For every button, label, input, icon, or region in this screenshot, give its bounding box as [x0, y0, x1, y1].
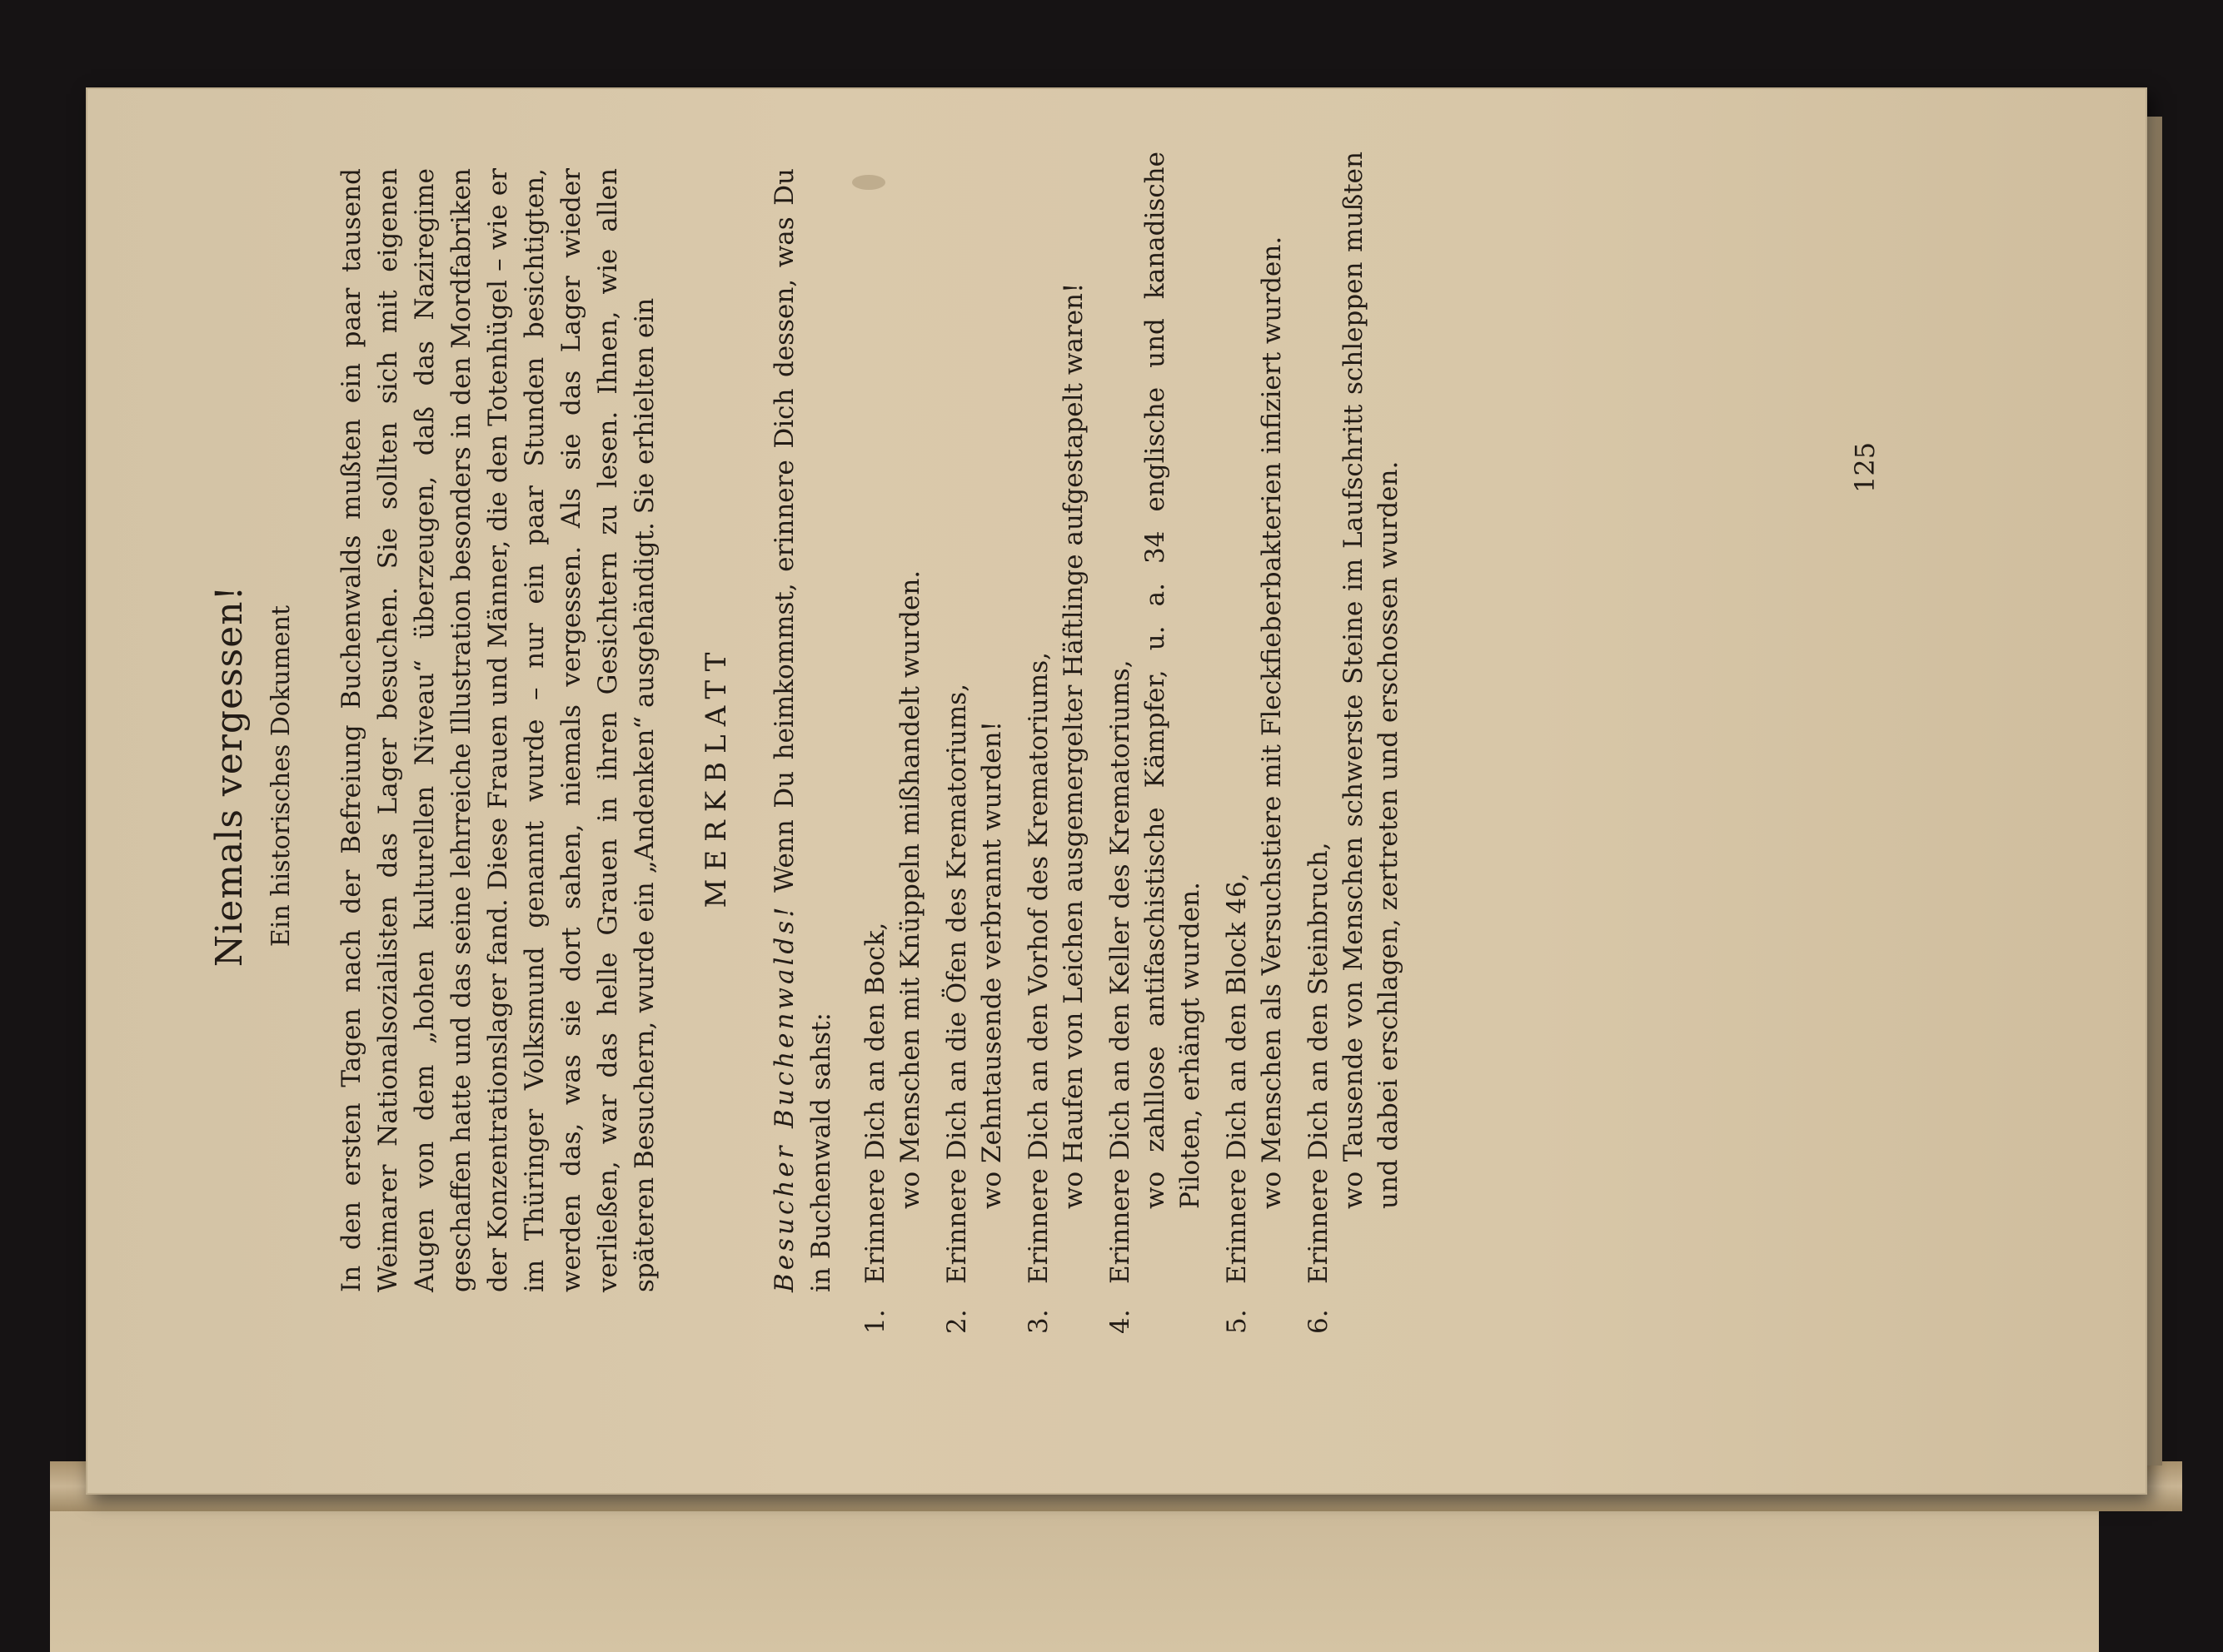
lead-paragraph: [766, 168, 840, 1292]
page-subtitle: Ein historisches Dokument: [267, 605, 296, 948]
item-detail: wo Menschen mit Knüppeln mißhandelt wurden.: [895, 570, 925, 1209]
list-item: [1021, 152, 1091, 1334]
list-item: [1103, 152, 1208, 1334]
item-detail: wo Haufen von Leichen ausgemergelter Häftlinge aufgestapelt waren!: [1059, 282, 1089, 1209]
item-detail: wo Tausende von Menschen schwerste Steine im Laufschritt schleppen mußten und dabei erschlagen, zertreten und erschossen wurden.: [1338, 152, 1403, 1209]
item-heading: Erinnere Dich an den Steinbruch,: [1303, 842, 1333, 1284]
item-detail: wo Menschen als Versuchstiere mit Fleckfieberbakterien infiziert wurden.: [1257, 236, 1287, 1209]
intro-paragraph: In den ersten Tagen nach der Befreiung Buchenwalds mußten ein paar tausend Weimarer Nationalsozialisten das Lager besuchen. Sie sollten sich mit eigenen Augen von dem „hohen kulturellen Niveau“ überzeugen, daß das Naziregime geschaffen hatte und das seine lehrreiche Illustration besonders in den Mordfabriken der Konzentrationslager fand. Diese Frauen und Männer, die den Totenhügel – wie er im Thüringer Volksmund genannt wurde – nur ein paar Stunden besichtigten, werden das, was sie dort sahen, niemals vergessen. Als sie das Lager wieder verließen, war das helle Grauen in ihren Gesichtern zu lesen. Ihnen, wie allen späteren Besuchern, wurde ein „Andenken“ ausgehändigt. Sie erhielten ein: [336, 168, 660, 1292]
item-heading: Erinnere Dich an den Keller des Krematoriums,: [1105, 659, 1135, 1284]
memory-list: [858, 152, 1406, 1334]
item-heading: Erinnere Dich an den Vorhof des Krematoriums,: [1024, 651, 1054, 1284]
item-number: 2.: [942, 1309, 972, 1334]
item-number: 6.: [1303, 1309, 1333, 1334]
section-heading: MERKBLATT: [700, 644, 733, 908]
item-number: 3.: [1024, 1309, 1054, 1334]
item-heading: Erinnere Dich an die Öfen des Krematoriums,: [942, 683, 972, 1284]
item-number: 4.: [1105, 1309, 1135, 1334]
item-heading: Erinnere Dich an den Bock,: [860, 922, 890, 1284]
lead-emphasis: Besucher Buchenwalds!: [770, 903, 800, 1292]
list-item: [858, 152, 928, 1334]
list-item: [1219, 152, 1289, 1334]
item-number: 1.: [860, 1309, 890, 1334]
item-detail: wo Zehntausende verbrannt wurden!: [977, 720, 1007, 1209]
item-detail: wo zahllose antifaschistische Kämpfer, u. a. 34 englische und kanadische Piloten, erhängt wurden.: [1140, 152, 1205, 1209]
list-item: [1301, 152, 1406, 1334]
page-content: [192, 118, 1941, 1434]
page-edge: [2147, 117, 2162, 1465]
lead-text: Wenn Du heimkommst, erinnere Dich dessen, was Du in Buchenwald sahst:: [770, 168, 836, 1292]
item-number: 5.: [1222, 1309, 1252, 1334]
page-title: Niemals vergessen!: [208, 585, 251, 968]
page-number: 125: [1849, 441, 1881, 493]
list-item: [940, 152, 1009, 1334]
item-heading: Erinnere Dich an den Block 46,: [1222, 873, 1252, 1284]
facing-page: [50, 1511, 2099, 1652]
